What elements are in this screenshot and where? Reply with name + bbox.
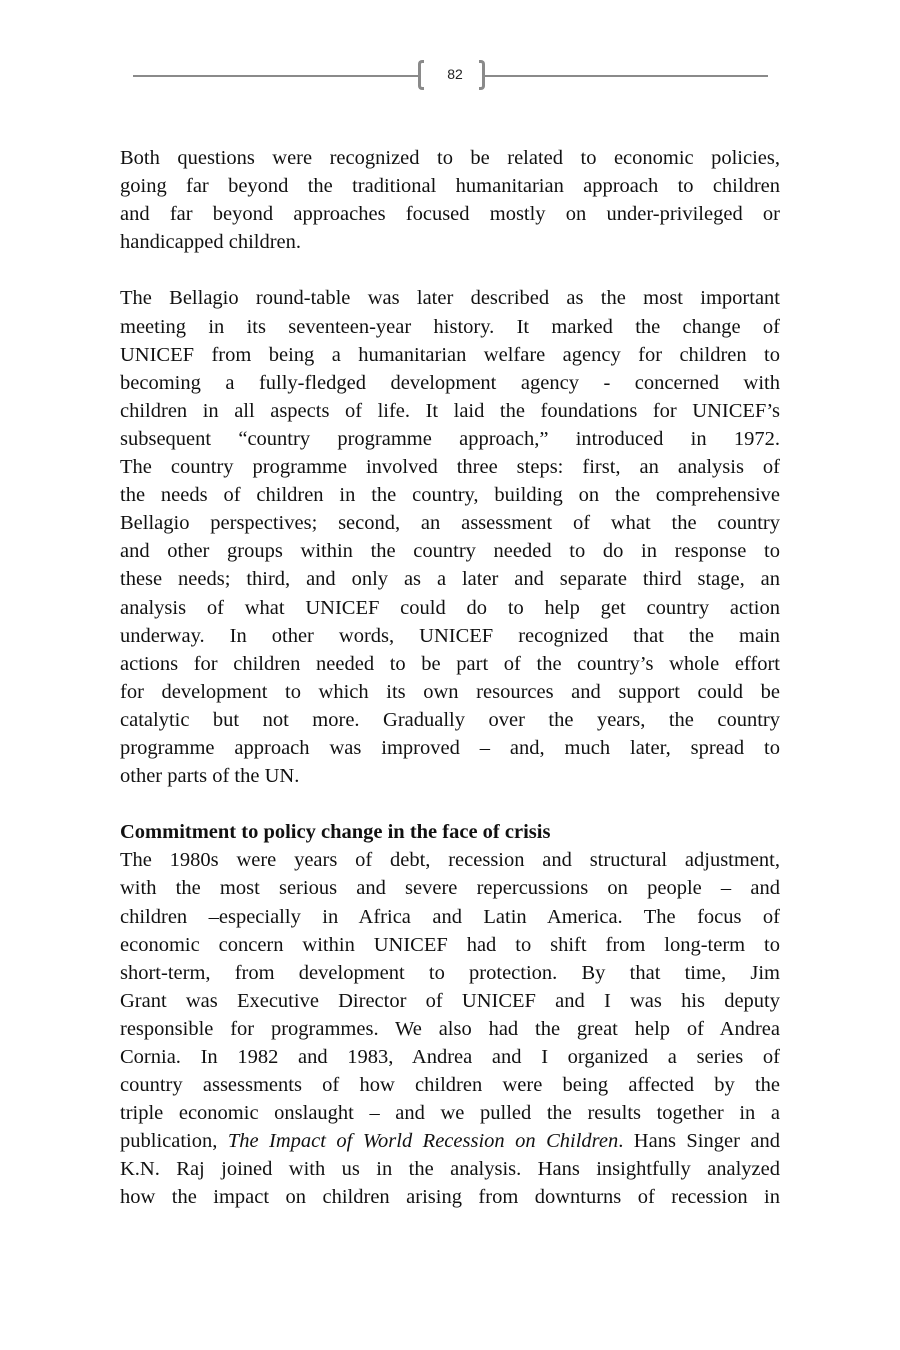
- paragraph-line: becoming a fully-fledged development agency - concerned with: [120, 371, 780, 394]
- paragraph-line: responsible for programmes. We also had the great help of Andrea: [120, 1017, 780, 1040]
- header-rule-left: [133, 75, 418, 77]
- paragraph-line: and far beyond approaches focused mostly on under-privileged or: [120, 203, 780, 226]
- paragraph-line: economic concern within UNICEF had to shift from long-term to: [120, 933, 780, 956]
- section-heading: Commitment to policy change in the face of crisis: [120, 821, 551, 844]
- paragraph-line: Both questions were recognized to be related to economic policies,: [120, 147, 780, 169]
- paragraph-line: subsequent “country programme approach,” introduced in 1972.: [120, 427, 780, 450]
- page-header: [133, 58, 768, 94]
- paragraph-line: the needs of children in the country, building on the comprehensive: [120, 484, 780, 507]
- paragraph-line: analysis of what UNICEF could do to help get country action: [120, 596, 780, 619]
- paragraph-3: [120, 846, 780, 1211]
- paragraph-line: Grant was Executive Director of UNICEF and I was his deputy: [120, 989, 780, 1012]
- text: publication,: [120, 1130, 228, 1153]
- paragraph-line: programme approach was improved – and, much later, spread to: [120, 736, 780, 759]
- paragraph-line: UNICEF from being a humanitarian welfare agency for children to: [120, 343, 780, 366]
- paragraph-line: for development to which its own resources and support could be: [120, 680, 780, 703]
- paragraph-line: these needs; third, and only as a later and separate third stage, an: [120, 568, 780, 591]
- left-bracket-ornament: [418, 60, 424, 90]
- paragraph-line: actions for children needed to be part of the country’s whole effort: [120, 652, 780, 675]
- page-number: 82: [447, 66, 463, 82]
- text: . Hans Singer and: [618, 1130, 780, 1153]
- paragraph-line: [120, 1127, 780, 1155]
- paragraph-line: other parts of the UN.: [120, 765, 300, 788]
- paragraph-line: handicapped children.: [120, 231, 302, 254]
- paragraph-line: with the most serious and severe repercussions on people – and: [120, 877, 780, 900]
- paragraph-line: triple economic onslaught – and we pulled the results together in a: [120, 1102, 780, 1125]
- paragraph-line: how the impact on children arising from downturns of recession in: [120, 1186, 780, 1209]
- paragraph-line: and other groups within the country needed to do in response to: [120, 540, 780, 563]
- paragraph-line: The Bellagio round-table was later described as the most important: [120, 287, 780, 310]
- paragraph-line: catalytic but not more. Gradually over the years, the country: [120, 708, 780, 731]
- paragraph-line: children in all aspects of life. It laid the foundations for UNICEF’s: [120, 399, 780, 422]
- paragraph-line: Cornia. In 1982 and 1983, Andrea and I organized a series of: [120, 1046, 780, 1068]
- paragraph-line: The country programme involved three steps: first, an analysis of: [120, 456, 780, 479]
- paragraph-line: children –especially in Africa and Latin America. The focus of: [120, 905, 780, 928]
- paragraph-line: K.N. Raj joined with us in the analysis. Hans insightfully analyzed: [120, 1158, 780, 1181]
- paragraph-line: The 1980s were years of debt, recession and structural adjustment,: [120, 849, 780, 872]
- paragraph-line: country assessments of how children were being affected by the: [120, 1074, 780, 1097]
- paragraph-line: Bellagio perspectives; second, an assessment of what the country: [120, 512, 780, 535]
- paragraph-line: meeting in its seventeen-year history. It marked the change of: [120, 315, 780, 338]
- paragraph-line: underway. In other words, UNICEF recognized that the main: [120, 624, 780, 647]
- paragraph-line: short-term, from development to protection. By that time, Jim: [120, 961, 780, 984]
- book-title: The Impact of World Recession on Children: [227, 1130, 619, 1153]
- paragraph-1: [120, 144, 780, 256]
- page-body: [120, 144, 780, 1212]
- header-rule-right: [485, 75, 768, 77]
- paragraph-line: going far beyond the traditional humanitarian approach to children: [120, 175, 780, 198]
- paragraph-2: [120, 284, 780, 790]
